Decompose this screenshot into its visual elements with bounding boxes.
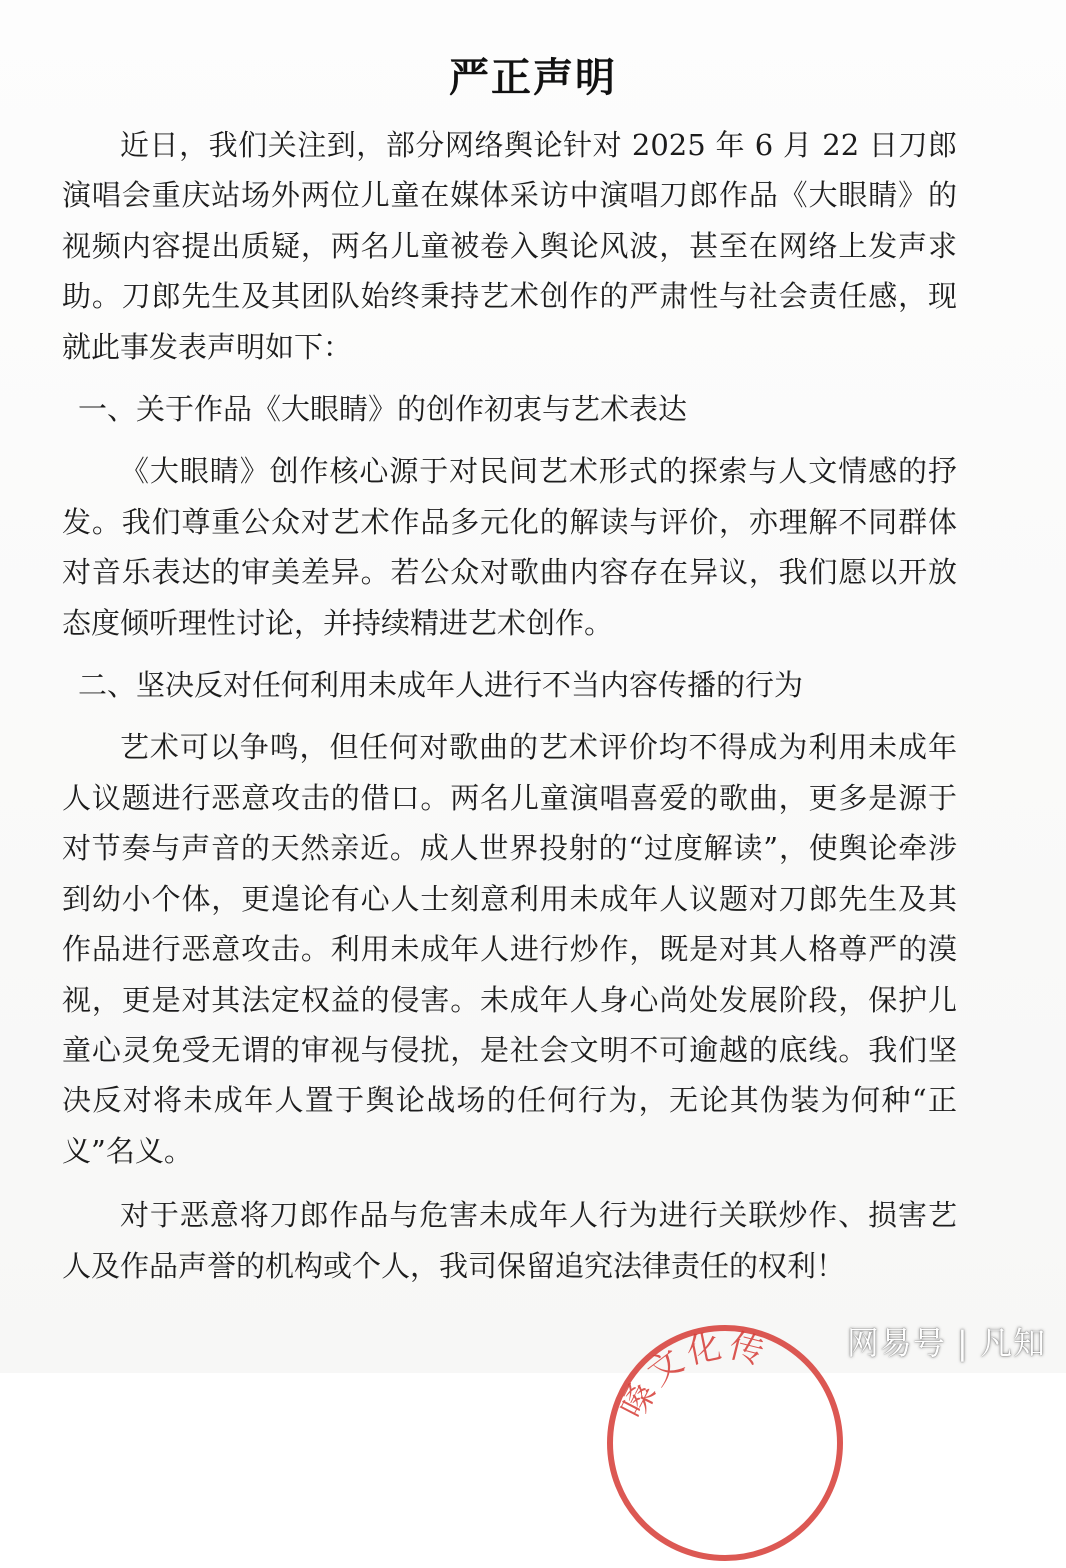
section-2-heading: 二、坚决反对任何利用未成年人进行不当内容传播的行为 — [78, 668, 804, 703]
section-2-paragraph: 艺术可以争鸣，但任何对歌曲的艺术评价均不得成为利用未成年人议题进行恶意攻击的借口。两名儿童演唱喜爱的歌曲，更多是源于对节奏与声音的天然亲近。成人世界投射的“过度解读”，使舆论牵涉到幼小个体，更遑论有心人士刻意利用未成年人议题对刀郎先生及其作品进行恶意攻击。利用未成年人进行炒作，既是对其人格尊严的漠视，更是对其法定权益的侵害。未成年人身心尚处发展阶段，保护儿童心灵免受无谓的审视与侵扰，是社会文明不可逾越的底线。我们坚决反对将未成年人置于舆论战场的任何行为，无论其伪装为何种“正义”名义。 — [62, 730, 957, 1168]
svg-text:嗓文化传 — [613, 1326, 772, 1426]
section-1-heading: 一、关于作品《大眼睛》的创作初衷与艺术表达 — [78, 392, 688, 427]
closing-paragraph: 对于恶意将刀郎作品与危害未成年人行为进行关联炒作、损害艺人及作品声誉的机构或个人，我司保留追究法律责任的权利！ — [62, 1198, 957, 1283]
document-title: 严正声明 — [449, 54, 617, 101]
source-watermark: 网易号 | 凡知 — [846, 1324, 1046, 1362]
seal-text: 嗓文化传 — [613, 1325, 772, 1426]
intro-paragraph: 近日，我们关注到，部分网络舆论针对 2025 年 6 月 22 日刀郎演唱会重庆站场外两位儿童在媒体采访中演唱刀郎作品《大眼睛》的视频内容提出质疑，两名儿童被卷入舆论风波，甚至在网络上发声求助。刀郎先生及其团队始终秉持艺术创作的严肃性与社会责任感，现就此事发表声明如下： — [62, 128, 957, 364]
section-1-paragraph: 《大眼睛》创作核心源于对民间艺术形式的探索与人文情感的抒发。我们尊重公众对艺术作品多元化的解读与评价，亦理解不同群体对音乐表达的审美差异。若公众对歌曲内容存在异议，我们愿以开放态度倾听理性讨论，并持续精进艺术创作。 — [62, 454, 957, 640]
company-seal-stamp — [600, 1318, 850, 1568]
document-body — [62, 120, 957, 1291]
